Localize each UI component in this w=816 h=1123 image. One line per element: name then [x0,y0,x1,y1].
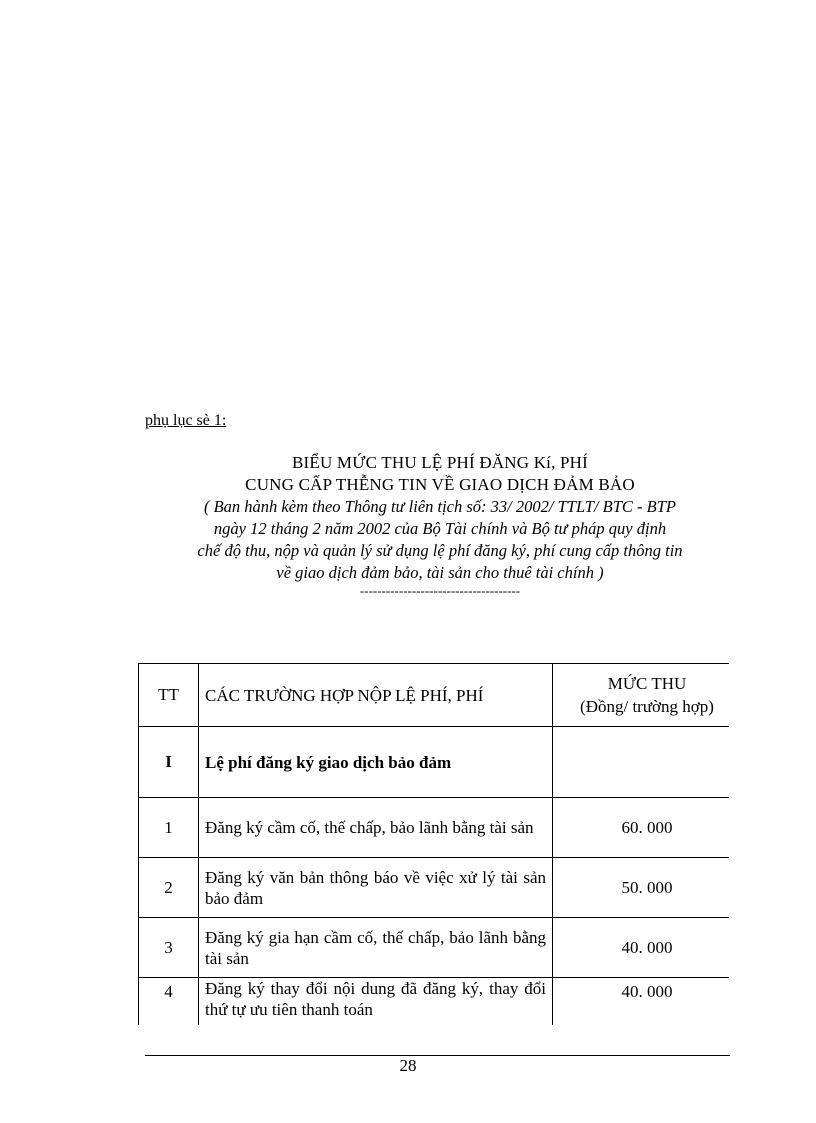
row-fee: 40. 000 [553,978,730,1026]
fee-table [138,663,729,1025]
header-fee-line-2: (Đồng/ trường hợp) [580,697,714,716]
subtitle-line-3: chế độ thu, nộp và quản lý sử dụng lệ phí đăng ký, phí cung cấp thông tin [197,541,683,560]
fee-table-container [138,663,729,1025]
document-heading [100,452,780,598]
page-number: 28 [399,1056,417,1075]
row-number: 2 [139,858,199,918]
header-cases: CÁC TRƯỜNG HỢP NỘP LỆ PHÍ, PHÍ [199,664,553,727]
table-row [139,978,730,1026]
row-fee: 40. 000 [553,918,730,978]
section-number: I [139,727,199,798]
section-fee [553,727,730,798]
title-line-1: BIỂU MỨC THU LỆ PHÍ ĐĂNG Kí, PHÍ [292,453,588,472]
title-separator: ------------------------------------- [359,583,521,598]
table-row [139,918,730,978]
table-row [139,858,730,918]
header-fee [553,664,730,727]
title-line-2: CUNG CẤP THỄNG TIN VỀ GIAO DỊCH ĐẢM BẢO [245,475,635,494]
row-description: Đăng ký văn bản thông báo về việc xử lý tài sản bảo đảm [199,858,553,918]
subtitle-line-1: ( Ban hành kèm theo Thông tư liên tịch số: 33/ 2002/ TTLT/ BTC - BTP [203,497,677,516]
section-row [139,727,730,798]
appendix-label: phụ lục sè 1: [145,412,227,429]
subtitle-line-2: ngày 12 tháng 2 năm 2002 của Bộ Tài chính và Bộ tư pháp quy định [213,519,667,538]
section-title: Lệ phí đăng ký giao dịch bảo đảm [199,727,553,798]
row-fee: 50. 000 [553,858,730,918]
row-number: 4 [139,978,199,1026]
row-fee: 60. 000 [553,798,730,858]
table-header-row [139,664,730,727]
header-fee-line-1: MỨC THU [607,674,687,693]
subtitle-line-4: về giao dịch đảm bảo, tài sản cho thuê tài chính ) [276,563,604,582]
table-row [139,798,730,858]
row-description: Đăng ký cầm cố, thế chấp, bảo lãnh bằng tài sản [199,798,553,858]
row-number: 1 [139,798,199,858]
header-tt: TT [139,664,199,727]
row-description: Đăng ký gia hạn cầm cố, thế chấp, bảo lãnh bằng tài sản [199,918,553,978]
row-description: Đăng ký thay đổi nội dung đã đăng ký, thay đổi thứ tự ưu tiên thanh toán [199,978,553,1026]
row-number: 3 [139,918,199,978]
